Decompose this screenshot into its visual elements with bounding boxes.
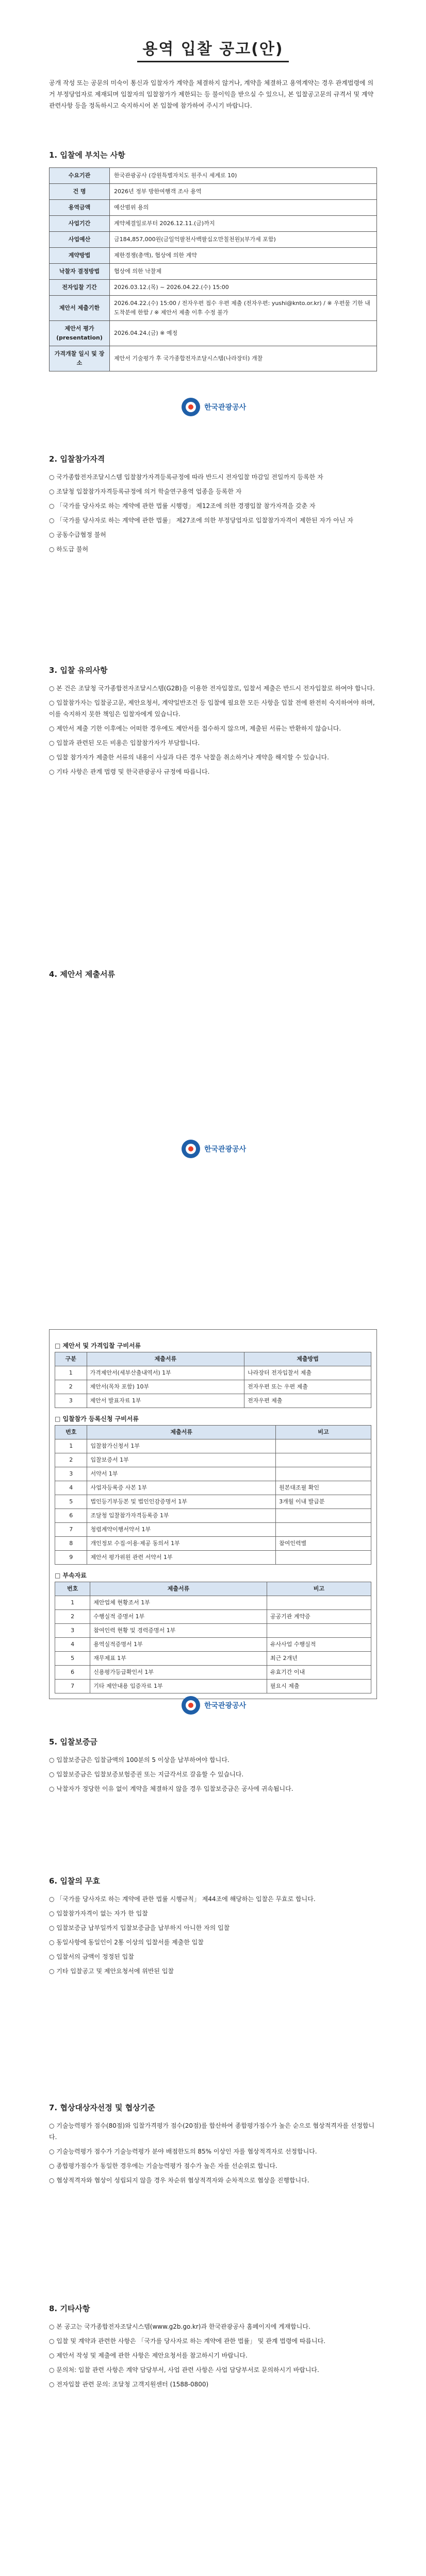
table-cell: 나라장터 전자입찰서 제출	[244, 1366, 371, 1380]
registration-docs-table	[55, 1425, 371, 1565]
section-6-title: 6. 입찰의 무효	[49, 1876, 101, 1886]
table-cell: 참여인력별	[276, 1537, 371, 1551]
table-cell: 제안업체 현황조서 1부	[90, 1596, 267, 1610]
table-header-cell: 제출서류	[87, 1426, 276, 1439]
table-cell: 7	[55, 1680, 90, 1693]
section-3-list	[49, 683, 377, 781]
table-cell: 조달청 입찰참가자격등록증 1부	[87, 1509, 276, 1523]
table-cell: 9	[55, 1551, 87, 1565]
table-cell: 신용평가등급확인서 1부	[90, 1666, 267, 1680]
table-header-cell: 번호	[55, 1426, 87, 1439]
table-cell: 최근 2개년	[267, 1652, 371, 1666]
table-cell: 사업자등록증 사본 1부	[87, 1481, 276, 1495]
list-item: ○ 국가종합전자조달시스템 입찰참가자격등록규정에 따라 반드시 전자입찰 마감일 전일까지 등록한 자	[49, 473, 323, 481]
summary-key: 사업예산	[50, 232, 110, 248]
list-item: ○ 동일사항에 동일인이 2통 이상의 입찰서를 제출한 입찰	[49, 1939, 204, 1946]
table-row	[55, 1666, 371, 1680]
summary-key: 사업기간	[50, 216, 110, 232]
table-cell	[276, 1467, 371, 1481]
list-item: ○ 공동수급협정 불허	[49, 531, 106, 538]
section-2-list	[49, 471, 377, 558]
table-cell: 유사사업 수행실적	[267, 1638, 371, 1652]
table-cell: 제안서(목차 포함) 10부	[87, 1380, 244, 1394]
table-cell: 3	[55, 1467, 87, 1481]
summary-value: 예산범위 용의	[110, 200, 377, 216]
table-row	[55, 1439, 371, 1453]
summary-key: 제안서 평가 (presentation)	[50, 321, 110, 346]
bid-summary-table	[49, 167, 377, 371]
table-row	[55, 1380, 371, 1394]
table-row	[55, 1467, 371, 1481]
summary-key: 건 명	[50, 184, 110, 200]
section-5-list	[49, 1754, 377, 1798]
list-item: ○ 문의처: 입찰 관련 사항은 계약 담당부서, 사업 관련 사항은 사업 담당부서로 문의하시기 바랍니다.	[49, 2366, 319, 2374]
table-header-cell: 제출서류	[87, 1352, 244, 1366]
summary-key: 계약방법	[50, 248, 110, 264]
summary-key: 낙찰자 결정방법	[50, 264, 110, 280]
knto-logo-2	[175, 1133, 253, 1164]
summary-row	[50, 321, 377, 346]
table-header-cell: 비고	[267, 1582, 371, 1596]
table-cell: 공공기관 계약증	[267, 1610, 371, 1624]
table-row	[55, 1610, 371, 1624]
list-item: ○ 본 공고는 국가종합전자조달시스템(www.g2b.go.kr)과 한국관광공사 홈페이지에 게재합니다.	[49, 2323, 310, 2330]
table-row	[55, 1537, 371, 1551]
summary-value: 2026.04.22.(수) 15:00 / 전자우편 접수 우편 제출 (전자우편: yushi@knto.or.kr) / ※ 우편물 기한 내 도착분에 한함 / ※ 제안서 제출 이후 수정 불가	[110, 296, 377, 321]
table-cell: 참여인력 현황 및 경력증명서 1부	[90, 1624, 267, 1638]
table-header-cell: 비고	[276, 1426, 371, 1439]
list-item: ○ 입찰보증금은 입찰보증보험증권 또는 지급각서로 갈음할 수 있습니다.	[49, 1771, 244, 1778]
table-cell: 7	[55, 1523, 87, 1537]
table-header-cell: 제출방법	[244, 1352, 371, 1366]
table-cell: 전자우편 또는 우편 제출	[244, 1380, 371, 1394]
table-cell	[276, 1523, 371, 1537]
table-cell: 5	[55, 1495, 87, 1509]
table-row	[55, 1481, 371, 1495]
table-cell: 6	[55, 1666, 90, 1680]
logo-text: 한국관광공사	[204, 403, 247, 412]
section-6-list	[49, 1893, 377, 1980]
section-8-list	[49, 2321, 377, 2393]
list-item: ○ 입찰참가자는 입찰공고문, 제안요청서, 계약일반조건 등 입찰에 필요한 모든 사항을 입찰 전에 완전히 숙지하여야 하며, 이를 숙지하지 못한 책임은 입찰자에게 있습니다.	[49, 699, 375, 718]
table-cell: 6	[55, 1509, 87, 1523]
table-cell: 용역실적증명서 1부	[90, 1638, 267, 1652]
table-a-caption: □ 제안서 및 가격입찰 구비서류	[55, 1342, 141, 1349]
table-cell: 2	[55, 1610, 90, 1624]
summary-key: 전자입찰 기간	[50, 280, 110, 296]
summary-value: 한국관광공사 (강원특별자치도 원주시 세계로 10)	[110, 168, 377, 184]
section-3-title: 3. 입찰 유의사항	[49, 666, 108, 675]
summary-row	[50, 232, 377, 248]
table-row	[55, 1652, 371, 1666]
intro-paragraph: 공개 작성 또는 공문의 미숙이 통신과 입찰자가 계약을 체결하지 않거나, 계약을 체결하고 용역계약는 경우 관계법령에 의거 부정당업자로 제재되며 입찰자의 입찰참가가 제한되는 등 불이익을 받으실 수 있으니, 본 입찰공고문의 규격서 및 계약관련사항 등을 정독하시고 숙지하시어 본 입찰에 참가하여 주시기 바랍니다.	[49, 79, 374, 109]
table-cell: 3	[55, 1624, 90, 1638]
summary-value: 계약체결일로부터 2026.12.11.(금)까지	[110, 216, 377, 232]
table-cell: 5	[55, 1652, 90, 1666]
list-item: ○ 하도급 불허	[49, 546, 89, 553]
summary-row	[50, 200, 377, 216]
table-row	[55, 1509, 371, 1523]
section-4-title: 4. 제안서 제출서류	[49, 970, 116, 979]
table-cell: 입찰참가신청서 1부	[87, 1439, 276, 1453]
table-row	[55, 1394, 371, 1408]
summary-key: 수요기관	[50, 168, 110, 184]
logo-text: 한국관광공사	[204, 1702, 247, 1710]
table-row	[55, 1551, 371, 1565]
section-8-title: 8. 기타사항	[49, 2304, 90, 2313]
list-item: ○ 입찰보증금은 입찰금액의 100분의 5 이상을 납부하여야 합니다.	[49, 1756, 230, 1764]
table-cell: 8	[55, 1537, 87, 1551]
list-item: ○ 입찰 및 계약과 관련한 사항은 「국가를 당사자로 하는 계약에 관한 법률」 및 관계 법령에 따릅니다.	[49, 2337, 326, 2345]
list-item: ○ 낙찰자가 정당한 이유 없이 계약을 체결하지 않을 경우 입찰보증금은 공사에 귀속됩니다.	[49, 1785, 293, 1792]
summary-value: 제안서 기술평가 후 국가종합전자조달시스템(나라장터) 개찰	[110, 346, 377, 371]
submission-docs-box	[49, 1329, 377, 1699]
section-7-title: 7. 협상대상자선정 및 협상기준	[49, 2103, 155, 2112]
table-row	[55, 1523, 371, 1537]
table-cell	[267, 1596, 371, 1610]
table-cell: 서약서 1부	[87, 1467, 276, 1481]
list-item: ○ 제안서 제출 기한 이후에는 어떠한 경우에도 제안서를 접수하지 않으며, 제출된 서류는 반환하지 않습니다.	[49, 725, 341, 732]
list-item: ○ 제안서 작성 및 제출에 관한 사항은 제안요청서를 참고하시기 바랍니다.	[49, 2352, 248, 2359]
list-item: ○ 입찰서의 금액이 정정된 입찰	[49, 1953, 134, 1960]
table-cell: 4	[55, 1638, 90, 1652]
summary-value: 2026.04.24.(금) ※ 예정	[110, 321, 377, 346]
summary-row	[50, 168, 377, 184]
table-row	[55, 1366, 371, 1380]
table-cell: 1	[55, 1596, 90, 1610]
table-cell: 제안서 발표자료 1부	[87, 1394, 244, 1408]
table-cell: 기타 제안내용 입증자료 1부	[90, 1680, 267, 1693]
table-cell: 법인등기부등본 및 법인인감증명서 1부	[87, 1495, 276, 1509]
summary-row	[50, 296, 377, 321]
summary-key: 용역금액	[50, 200, 110, 216]
table-row	[55, 1453, 371, 1467]
summary-row	[50, 216, 377, 232]
table-cell: 가격제안서(세부산출내역서) 1부	[87, 1366, 244, 1380]
list-item: ○ 기타 사항은 관계 법령 및 한국관광공사 규정에 따릅니다.	[49, 768, 210, 775]
table-cell: 개인정보 수집·이용·제공 동의서 1부	[87, 1537, 276, 1551]
list-item: ○ 기타 입찰공고 및 제안요청서에 위반된 입찰	[49, 1968, 174, 1975]
table-cell: 1	[55, 1439, 87, 1453]
table-cell: 전자우편 제출	[244, 1394, 371, 1408]
table-cell: 3개월 이내 발급분	[276, 1495, 371, 1509]
table-header-cell: 구분	[55, 1352, 87, 1366]
table-row	[55, 1624, 371, 1638]
summary-row	[50, 264, 377, 280]
list-item: ○ 기술능력평가 점수가 기술능력평가 분야 배점한도의 85% 이상인 자를 협상적격자로 선정합니다.	[49, 2148, 317, 2155]
summary-value: 2026년 정부 방한여행객 조사 용역	[110, 184, 377, 200]
summary-row	[50, 184, 377, 200]
summary-value: 2026.03.12.(목) ~ 2026.04.22.(수) 15:00	[110, 280, 377, 296]
section-5-title: 5. 입찰보증금	[49, 1737, 97, 1747]
summary-row	[50, 280, 377, 296]
table-cell: 2	[55, 1380, 87, 1394]
list-item: ○ 「국가를 당사자로 하는 계약에 관한 법률 시행령」 제12조에 의한 경쟁입찰 참가자격을 갖춘 자	[49, 502, 316, 510]
list-item: ○ 입찰 참가자가 제출한 서류의 내용이 사실과 다른 경우 낙찰을 취소하거나 계약을 해지할 수 있습니다.	[49, 754, 329, 761]
table-cell: 청렴계약이행서약서 1부	[87, 1523, 276, 1537]
summary-value: 협상에 의한 낙찰제	[110, 264, 377, 280]
list-item: ○ 입찰참가자격이 없는 자가 한 입찰	[49, 1910, 148, 1917]
list-item: ○ 입찰보증금 납부일까지 입찰보증금을 납부하지 아니한 자의 입찰	[49, 1924, 230, 1931]
table-cell	[267, 1624, 371, 1638]
list-item: ○ 전자입찰 관련 문의: 조달청 고객지원센터 (1588-0800)	[49, 2381, 209, 2388]
list-item: ○ 협상적격자와 협상이 성립되지 않을 경우 차순위 협상적격자와 순차적으로 협상을 진행합니다.	[49, 2177, 309, 2184]
table-cell: 유효기간 이내	[267, 1666, 371, 1680]
list-item: ○ 본 건은 조달청 국가종합전자조달시스템(G2B)을 이용한 전자입찰로, 입찰서 제출은 반드시 전자입찰로 하여야 합니다.	[49, 685, 375, 692]
section-7-list	[49, 2120, 377, 2189]
section-1-title: 1. 입찰에 부치는 사항	[49, 150, 125, 160]
table-c-caption: □ 부속자료	[55, 1572, 87, 1579]
list-item: ○ 입찰과 관련된 모든 비용은 입찰참가자가 부담합니다.	[49, 739, 200, 747]
table-cell: 재무제표 1부	[90, 1652, 267, 1666]
logo-text: 한국관광공사	[204, 1145, 247, 1154]
list-item: ○ 「국가를 당사자로 하는 계약에 관한 법률 시행규칙」 제44조에 해당하는 입찰은 무효로 합니다.	[49, 1895, 316, 1903]
table-row	[55, 1596, 371, 1610]
list-item: ○ 조달청 입찰참가자격등록규정에 의거 학술연구용역 업종을 등록한 자	[49, 488, 242, 495]
summary-value: 제한경쟁(총액), 협상에 의한 계약	[110, 248, 377, 264]
summary-value: 금184,857,000원(금일억팔천사백팔십오만칠천원)(부가세 포함)	[110, 232, 377, 248]
list-item: ○ 종합평가점수가 동일한 경우에는 기술능력평가 점수가 높은 자를 선순위로 합니다.	[49, 2162, 277, 2170]
table-row	[55, 1638, 371, 1652]
table-cell: 원본대조필 확인	[276, 1481, 371, 1495]
section-2-title: 2. 입찰참가자격	[49, 454, 105, 464]
table-cell: 제안서 평가위원 관련 서약서 1부	[87, 1551, 276, 1565]
knto-logo-3	[175, 1690, 253, 1721]
table-header-cell: 제출서류	[90, 1582, 267, 1596]
table-row	[55, 1495, 371, 1509]
table-cell	[276, 1453, 371, 1467]
document-title: 용역 입찰 공고(안)	[0, 36, 426, 62]
table-cell	[276, 1509, 371, 1523]
table-cell: 1	[55, 1366, 87, 1380]
attachment-docs-table	[55, 1582, 371, 1693]
table-cell: 필요시 제출	[267, 1680, 371, 1693]
summary-row	[50, 346, 377, 371]
table-cell: 2	[55, 1453, 87, 1467]
table-cell	[276, 1551, 371, 1565]
table-cell: 입찰보증서 1부	[87, 1453, 276, 1467]
table-cell	[276, 1439, 371, 1453]
knto-logo	[175, 392, 253, 422]
table-cell: 3	[55, 1394, 87, 1408]
summary-key: 제안서 제출기한	[50, 296, 110, 321]
proposal-docs-table	[55, 1352, 371, 1408]
list-item: ○ 「국가를 당사자로 하는 계약에 관한 법률」 제27조에 의한 부정당업자로 입찰참가자격이 제한된 자가 아닌 자	[49, 517, 354, 524]
summary-row	[50, 248, 377, 264]
list-item: ○ 기술능력평가 점수(80점)와 입찰가격평가 점수(20점)를 합산하여 종합평가점수가 높은 순으로 협상적격자를 선정합니다.	[49, 2122, 375, 2141]
table-cell: 수행실적 증명서 1부	[90, 1610, 267, 1624]
table-b-caption: □ 입찰참가 등록신청 구비서류	[55, 1415, 139, 1422]
table-cell: 4	[55, 1481, 87, 1495]
table-header-cell: 번호	[55, 1582, 90, 1596]
summary-key: 가격개찰 일시 및 장소	[50, 346, 110, 371]
